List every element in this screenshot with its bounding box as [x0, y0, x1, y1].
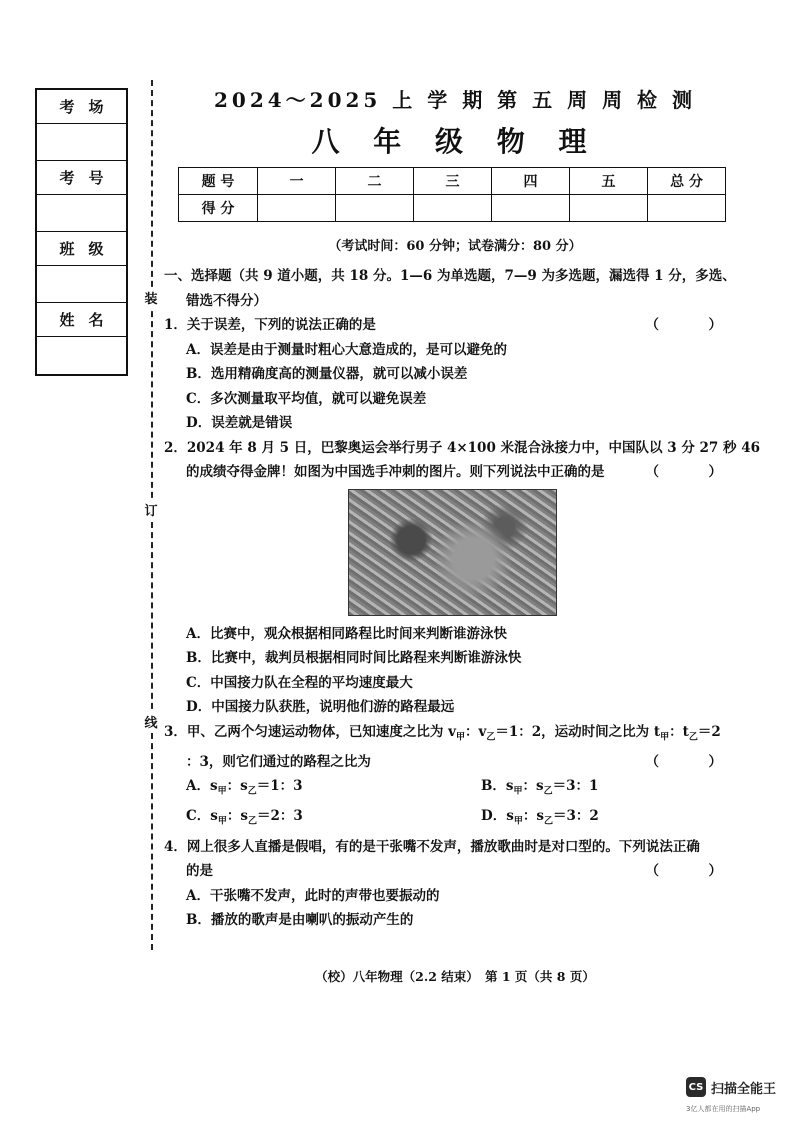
- exam-number-field[interactable]: [37, 195, 126, 232]
- watermark-subtitle: 3亿人都在用的扫描App: [686, 1105, 761, 1113]
- q3-sub: 甲: [217, 786, 227, 797]
- q3-sub: 甲: [513, 786, 523, 797]
- camscanner-logo-icon: CS: [686, 1077, 706, 1097]
- q3-option-d: [459, 804, 754, 834]
- score-col-total: 总 分: [648, 168, 726, 195]
- q4-stem-cont: 的是: [186, 863, 213, 880]
- q3-options-row2: [164, 804, 754, 834]
- q3-stem-line2: [164, 750, 754, 775]
- q4-answer-paren[interactable]: （ ）: [645, 863, 740, 880]
- class-field[interactable]: [37, 266, 126, 303]
- score-cell[interactable]: [414, 195, 492, 222]
- q3-sub: 乙: [543, 786, 553, 797]
- score-cell[interactable]: [336, 195, 414, 222]
- q2-option-d: D．中国接力队获胜，说明他们游的路程最远: [186, 699, 455, 715]
- score-label: 得 分: [179, 195, 258, 222]
- score-cell[interactable]: [258, 195, 336, 222]
- q1-stem-line: [164, 313, 754, 338]
- q3-opt-text: ＝1：3: [256, 778, 303, 795]
- subject-title: 八 年 级 物 理: [311, 125, 599, 158]
- q3-stem-line1: [164, 720, 754, 750]
- swimmer-photo: [348, 489, 557, 616]
- q3-opt-text: ：s: [226, 808, 248, 825]
- score-cell[interactable]: [492, 195, 570, 222]
- q3-sub: 甲: [217, 817, 227, 828]
- q1-option-c: C．多次测量取平均值，就可以避免误差: [186, 390, 427, 407]
- q2-option-b: B．比赛中，裁判员根据相同时间比路程来判断谁游泳快: [186, 650, 522, 666]
- scanner-watermark: [686, 1077, 776, 1097]
- q3-option-b: [459, 774, 754, 804]
- q3-opt-text: ：s: [226, 778, 248, 795]
- exam-room-field[interactable]: [37, 124, 126, 161]
- score-table: [178, 167, 726, 222]
- q3-sub: 甲: [455, 732, 465, 743]
- exam-info: （考试时间：60 分钟；试卷满分：80 分）: [328, 239, 582, 254]
- q3-option-a: [164, 774, 459, 804]
- q3-sub: 乙: [486, 732, 496, 743]
- q4-stem-line2: [164, 859, 754, 884]
- q4-option-a: A．干张嘴不发声，此时的声带也要振动的: [186, 887, 440, 904]
- q3-stem-cont: ：3，则它们通过的路程之比为: [186, 753, 371, 770]
- q3-opt-text: ＝3：1: [552, 778, 599, 795]
- q2-answer-paren[interactable]: （ ）: [645, 464, 740, 480]
- q1-option-a: A．误差是由于测量时粗心大意造成的，是可以避免的: [186, 341, 507, 358]
- name-label: 姓名: [37, 303, 126, 337]
- q2-option-c: C．中国接力队在全程的平均速度最大: [186, 674, 413, 691]
- exam-title: 2024～2025 上 学 期 第 五 周 周 检 测: [214, 88, 696, 112]
- q2-stem-line2: [164, 460, 754, 485]
- q3-text: ：t: [669, 723, 689, 740]
- score-col-3: 三: [414, 168, 492, 195]
- q3-answer-paren[interactable]: （ ）: [645, 753, 740, 770]
- binding-mark-xian: 线: [143, 712, 159, 731]
- exam-room-label: 考场: [37, 90, 126, 124]
- q3-opt-text: C．s: [186, 808, 218, 825]
- question-number-label: 题 号: [179, 168, 258, 195]
- name-field[interactable]: [37, 337, 126, 374]
- q3-sub: 甲: [513, 817, 523, 828]
- q3-opt-text: D．s: [481, 808, 514, 825]
- q1-option-b: B．选用精确度高的测量仪器，就可以减小误差: [186, 366, 468, 382]
- class-label: 班级: [37, 232, 126, 266]
- binding-mark-zhuang: 装: [143, 288, 159, 307]
- section1-heading: 一、选择题（共 9 道小题，共 18 分。1—6 为单选题，7—9 为多选题，漏选得 1 分，多选、: [164, 268, 736, 284]
- score-cell[interactable]: [648, 195, 726, 222]
- q3-opt-text: ：s: [522, 808, 544, 825]
- q4-stem-line1: 4．网上很多人直播是假唱，有的是干张嘴不发声，播放歌曲时是对口型的。下列说法正确: [164, 838, 700, 855]
- q3-opt-text: ＝2：3: [257, 808, 303, 825]
- candidate-info-table: [35, 88, 128, 376]
- questions-area: [164, 264, 761, 933]
- page-footer: （校）八年物理（2.2 结束） 第 1 页（共 8 页）: [315, 969, 595, 984]
- q3-sub: 乙: [247, 786, 257, 797]
- q3-opt-text: ：s: [522, 778, 544, 795]
- q3-option-c: [164, 804, 459, 834]
- q3-options-row1: [164, 774, 754, 804]
- q3-sub: 乙: [688, 732, 698, 743]
- exam-number-label: 考号: [37, 161, 126, 195]
- q3-text: ：v: [464, 723, 487, 740]
- q3-text: ＝1：2，运动时间之比为 t: [495, 723, 661, 740]
- q3-opt-text: B．s: [481, 778, 514, 795]
- q3-text: 3．甲、乙两个匀速运动物体，已知速度之比为 v: [164, 723, 456, 740]
- score-col-1: 一: [258, 168, 336, 195]
- q2-stem-line1: 2．2024 年 8 月 5 日，巴黎奥运会举行男子 4×100 米混合泳接力中，中国队以 3 分 27 秒 46: [164, 439, 761, 456]
- score-col-5: 五: [570, 168, 648, 195]
- q1-stem: 1．关于误差，下列的说法正确的是: [164, 317, 376, 333]
- q3-sub: 乙: [247, 817, 257, 828]
- q4-option-b: B．播放的歌声是由喇叭的振动产生的: [186, 912, 414, 929]
- q3-sub: 乙: [543, 817, 553, 828]
- score-col-2: 二: [336, 168, 414, 195]
- q1-answer-paren[interactable]: （ ）: [645, 317, 740, 333]
- q2-option-a: A．比赛中，观众根据相同路程比时间来判断谁游泳快: [186, 625, 507, 642]
- score-cell[interactable]: [570, 195, 648, 222]
- q2-stem: 的成绩夺得金牌！如图为中国选手冲刺的图片。则下列说法中正确的是: [186, 464, 605, 480]
- q1-option-d: D．误差就是错误: [186, 415, 293, 431]
- q3-opt-text: ＝3：2: [552, 808, 599, 825]
- binding-mark-ding: 订: [143, 500, 159, 519]
- q3-opt-text: A．s: [186, 778, 218, 795]
- section1-heading-cont: 错选不得分）: [186, 292, 267, 309]
- score-col-4: 四: [492, 168, 570, 195]
- q3-text: ＝2: [697, 723, 721, 740]
- q3-sub: 甲: [660, 732, 670, 743]
- watermark-name: 扫描全能王: [711, 1081, 777, 1097]
